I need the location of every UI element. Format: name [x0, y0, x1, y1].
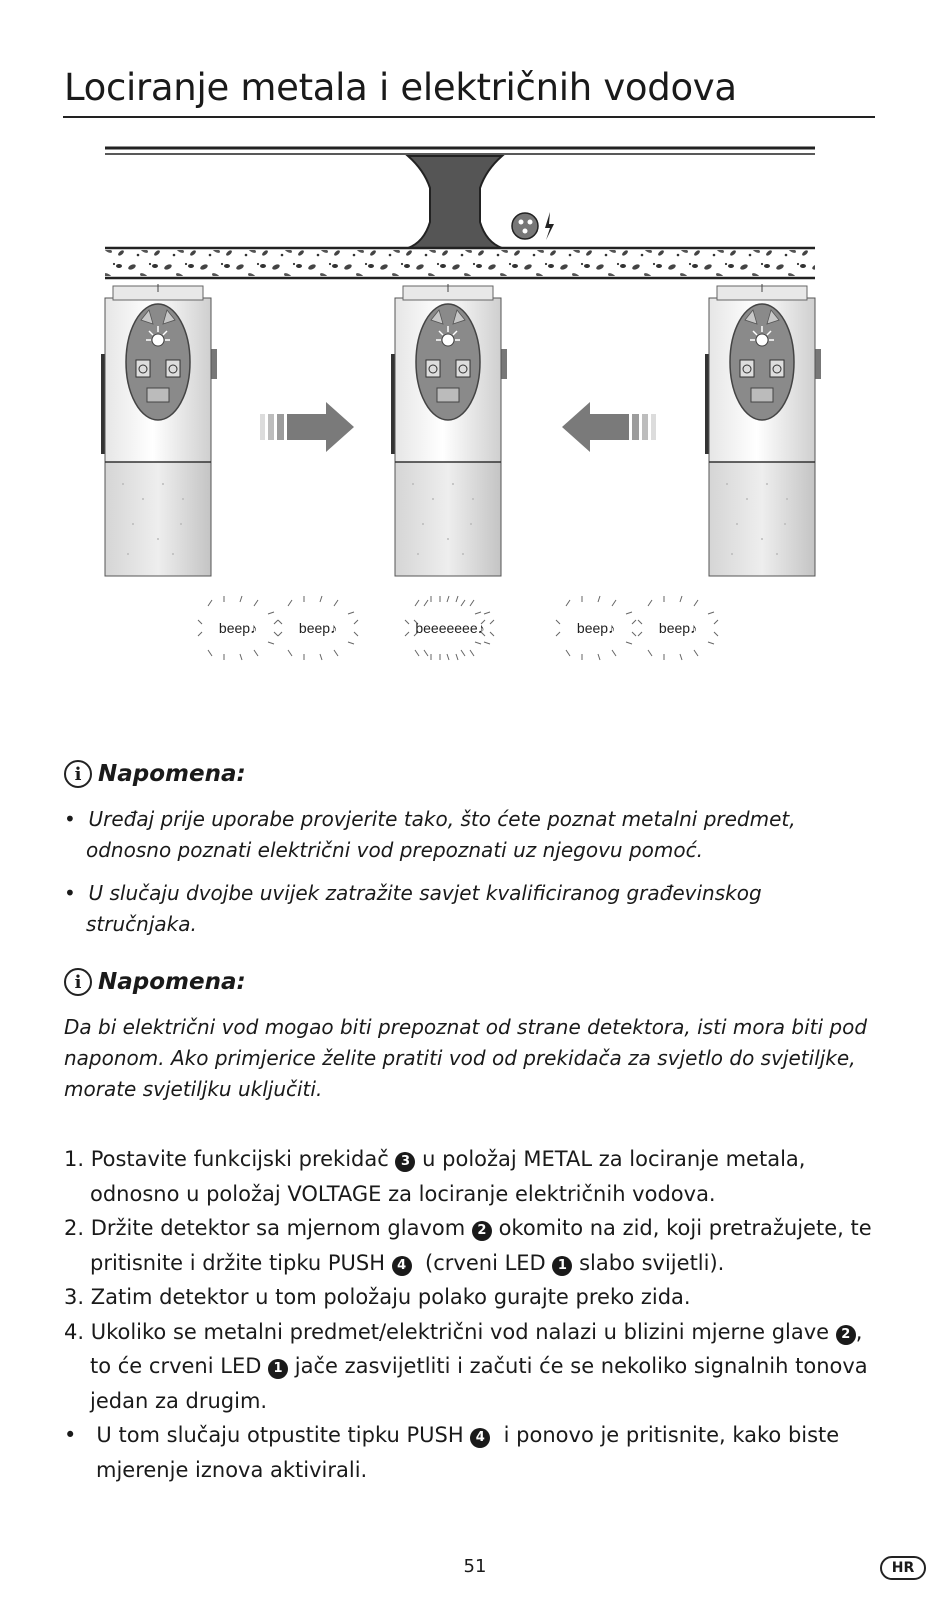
- detector-illustration: [90, 130, 830, 670]
- instruction-steps: [64, 1142, 876, 1487]
- arrow-right-icon: [260, 402, 354, 452]
- detector-icon: [391, 284, 507, 576]
- metal-beam-icon: [408, 156, 502, 248]
- step-bullet: • U tom slučaju otpustite tipku PUSH 4 i ponovo je pritisnite, kako biste mjerenje iznova aktivirali.: [64, 1423, 840, 1482]
- page-title: Lociranje metala i električnih vodova: [64, 66, 737, 109]
- note-bullets: [64, 804, 874, 940]
- step-2: 2. Držite detektor sa mjernom glavom 2 okomito na zid, koji pretražujete, te pritisnite i držite tipku PUSH 4 (crveni LED 1 slabo svijetli).: [64, 1216, 872, 1275]
- note-title: Napomena:: [98, 969, 246, 995]
- step-3: 3. Zatim detektor u tom položaju polako gurajte preko zida.: [64, 1285, 691, 1309]
- list-item: • Uređaj prije uporabe provjerite tako, što ćete poznat metalni predmet, odnosno poznati električni vod prepoznati uz njegovu pomoć.: [64, 807, 796, 862]
- step-4: 4. Ukoliko se metalni predmet/električni vod nalazi u blizini mjerne glave 2 , to će crveni LED 1 jače zasvijetliti i začuti će se nekoliko signalnih tonova jedan za drugim.: [64, 1319, 868, 1413]
- detector-icon: [101, 284, 217, 576]
- info-icon: i: [64, 760, 92, 788]
- note-text: Da bi električni vod mogao biti prepoznat od strane detektora, isti mora biti pod naponom. Ako primjerice želite pratiti vod od prekidača za svjetlo do svjetiljke, morate svjetiljku uključiti.: [64, 1015, 868, 1101]
- lightning-icon: [545, 212, 554, 240]
- beep-label: beep♪: [218, 620, 258, 636]
- ref-number-icon: 2: [472, 1221, 492, 1241]
- wall-icon: [105, 248, 815, 278]
- socket-icon: [512, 213, 538, 239]
- beep-long-label: beeeeeee♪: [415, 620, 485, 636]
- ref-number-icon: 3: [395, 1152, 415, 1172]
- beep-label: beep♪: [576, 620, 616, 636]
- info-icon: i: [64, 968, 92, 996]
- note-title: Napomena:: [98, 761, 246, 787]
- list-item: • U slučaju dvojbe uvijek zatražite savjet kvalificiranog građevinskog stručnjaka.: [64, 881, 762, 936]
- ref-number-icon: 4: [470, 1428, 490, 1448]
- step-1: 1. Postavite funkcijski prekidač 3 u položaj METAL za lociranje metala, odnosno u položaj VOLTAGE za lociranje električnih vodova.: [64, 1147, 806, 1206]
- ref-number-icon: 1: [552, 1256, 572, 1276]
- beep-label: beep♪: [298, 620, 338, 636]
- note-heading: [64, 968, 246, 996]
- ref-number-icon: 4: [392, 1256, 412, 1276]
- ref-number-icon: 1: [268, 1359, 288, 1379]
- beep-label: beep♪: [658, 620, 698, 636]
- arrow-left-icon: [562, 402, 656, 452]
- language-badge: HR: [880, 1556, 926, 1580]
- detector-icon: [705, 284, 821, 576]
- note-heading: [64, 760, 246, 788]
- ref-number-icon: 2: [836, 1325, 856, 1345]
- title-divider: [63, 116, 875, 118]
- page-number: 51: [463, 1556, 487, 1577]
